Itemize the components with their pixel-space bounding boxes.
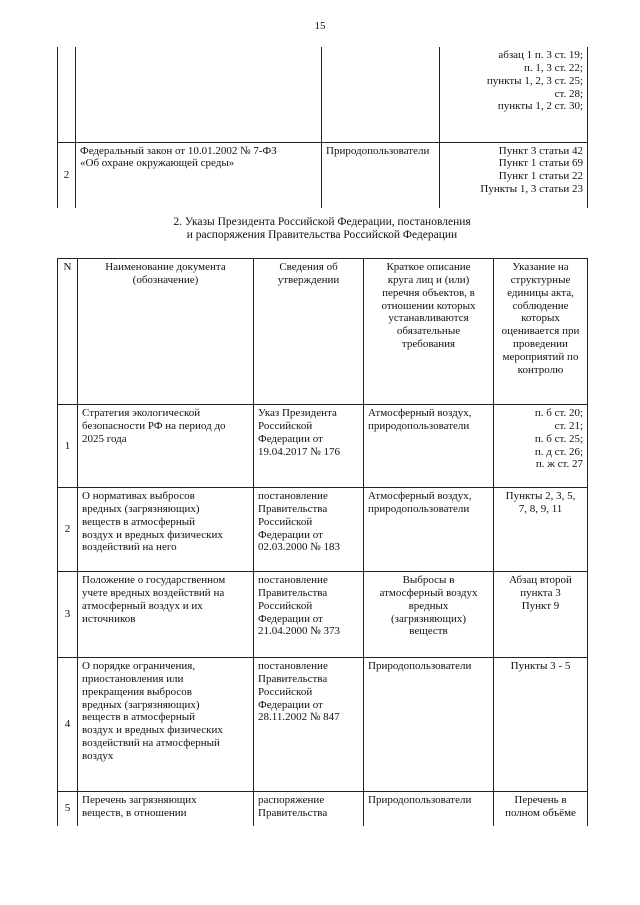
approval-info <box>254 488 364 572</box>
header-document-name <box>78 259 254 405</box>
header-line: Указание на <box>512 261 569 273</box>
text-line: 28.11.2002 № 847 <box>258 711 340 724</box>
subject-description <box>364 405 494 488</box>
text-line: п. б ст. 20; <box>534 407 583 419</box>
text-line: Пункты 2, 3, 5, <box>505 490 576 502</box>
text-line: постановление <box>258 660 328 672</box>
text-line: Федерации от <box>258 698 323 711</box>
text-line: воздух <box>82 750 114 763</box>
text-line: веществ в атмосферный <box>82 711 196 724</box>
text-line: Российской <box>258 599 313 612</box>
text-line: прекращения выбросов <box>82 685 192 698</box>
text-line: Российской <box>258 685 313 698</box>
header-line: отношении которых <box>381 299 476 312</box>
subject-description <box>364 572 494 658</box>
structural-unit-line: Пункт 1 статьи 69 <box>498 157 583 170</box>
header-number: N <box>58 259 78 405</box>
header-structural-units <box>494 259 588 405</box>
subject-description: Природопользователи <box>322 142 440 208</box>
text-line: воздействий на него <box>82 541 177 554</box>
row-number: 2 <box>58 488 78 572</box>
header-line: устанавливаются <box>388 312 469 325</box>
header-line: мероприятий по <box>502 351 579 364</box>
text-line: Природопользователи <box>368 794 472 806</box>
text-line: безопасности РФ на период до <box>82 419 226 432</box>
structural-unit-line: п. 1, 3 ст. 22; <box>523 61 583 74</box>
structural-units <box>494 572 588 658</box>
text-line: распоряжение <box>258 794 325 806</box>
document-name <box>78 658 254 792</box>
header-line: Наименование документа <box>105 261 226 273</box>
subject-description <box>364 488 494 572</box>
structural-units <box>494 792 588 826</box>
approval-info <box>254 792 364 826</box>
table-row <box>58 572 588 658</box>
structural-units <box>440 47 588 142</box>
text-line: природопользователи <box>368 502 470 515</box>
structural-unit-line: Пункт 3 статьи 42 <box>498 144 583 157</box>
row-number: 3 <box>58 572 78 658</box>
text-line: Перечень в <box>514 794 567 806</box>
row-number: 4 <box>58 658 78 792</box>
text-line: 2025 года <box>82 432 127 445</box>
text-line: п. д ст. 26; <box>534 445 583 458</box>
text-line: полном объёме <box>505 806 576 819</box>
structural-units <box>494 658 588 792</box>
text-line: Абзац второй <box>509 574 572 586</box>
structural-units <box>494 405 588 488</box>
header-line: структурные <box>510 273 571 286</box>
structural-unit-line: пункты 1, 2 ст. 30; <box>497 100 583 113</box>
table-row <box>58 142 588 208</box>
text-line: Федерации от <box>258 528 323 541</box>
header-line: Сведения об <box>279 261 338 273</box>
text-line: веществ, в отношении <box>82 806 187 819</box>
table-row <box>58 658 588 792</box>
text-line: ст. 21; <box>554 419 583 432</box>
text-line: Природопользователи <box>368 660 472 672</box>
text-line: Федерации от <box>258 612 323 625</box>
header-line: круга лиц и (или) <box>387 273 470 286</box>
table-federal-laws-continued <box>57 47 588 208</box>
structural-unit-line: пункты 1, 2, 3 ст. 25; <box>486 74 583 87</box>
header-line: проведении <box>513 338 568 351</box>
header-line: утверждении <box>277 273 340 286</box>
text-line: воздух и вредных физических <box>82 724 223 737</box>
header-line: соблюдение <box>512 299 569 312</box>
document-name-line: «Об охране окружающей среды» <box>80 157 235 170</box>
text-line: 7, 8, 9, 11 <box>518 502 563 515</box>
subject-description <box>364 658 494 792</box>
row-number: 1 <box>58 405 78 488</box>
text-line: воздействий на атмосферный <box>82 737 220 750</box>
text-line: веществ <box>409 625 448 638</box>
text-line: пункта 3 <box>520 586 561 599</box>
header-line: Краткое описание <box>386 261 471 273</box>
text-line: 02.03.2000 № 183 <box>258 541 340 554</box>
text-line: постановление <box>258 490 328 502</box>
text-line: Положение о государственном <box>82 574 226 586</box>
subject-description <box>364 792 494 826</box>
page-number: 15 <box>314 20 326 32</box>
document-name <box>76 47 322 142</box>
text-line: вредных (загрязняющих) <box>82 502 200 515</box>
document-name <box>78 405 254 488</box>
table-row <box>58 488 588 572</box>
structural-unit-line: Пункт 1 статьи 22 <box>498 170 583 183</box>
header-line: оценивается при <box>501 325 580 338</box>
text-line: О нормативах выбросов <box>82 490 195 502</box>
text-line: п. б ст. 25; <box>534 432 583 445</box>
table-decrees-resolutions <box>57 258 588 826</box>
table-row <box>58 792 588 826</box>
header-line: требования <box>401 338 456 351</box>
approval-info <box>254 405 364 488</box>
row-number: 2 <box>58 142 76 208</box>
header-line: контролю <box>517 363 564 376</box>
structural-units <box>494 488 588 572</box>
structural-units <box>440 142 588 208</box>
section-title <box>57 216 587 243</box>
text-line: Правительства <box>258 806 328 819</box>
text-line: Пункт 9 <box>521 599 560 612</box>
text-line: Правительства <box>258 672 328 685</box>
approval-info <box>254 658 364 792</box>
text-line: п. ж ст. 27 <box>535 458 583 471</box>
document-name <box>76 142 322 208</box>
text-line: атмосферный воздух и их <box>82 599 203 612</box>
text-line: О порядке ограничения, <box>82 660 196 672</box>
row-number <box>58 47 76 142</box>
text-line: Атмосферный воздух, <box>368 490 472 502</box>
header-approval <box>254 259 364 405</box>
structural-unit-line: Пункты 1, 3 статьи 23 <box>480 183 583 196</box>
text-line: атмосферный воздух <box>379 586 478 599</box>
text-line: Атмосферный воздух, <box>368 407 472 419</box>
document-name <box>78 792 254 826</box>
structural-unit-line: абзац 1 п. 3 ст. 19; <box>498 49 583 61</box>
text-line: Указ Президента <box>258 407 337 419</box>
text-line: веществ в атмосферный <box>82 515 196 528</box>
table-header-row <box>58 259 588 405</box>
header-line: (обозначение) <box>132 273 199 286</box>
text-line: источников <box>82 612 136 625</box>
text-line: 21.04.2000 № 373 <box>258 625 340 638</box>
text-line: Стратегия экологической <box>82 407 201 419</box>
approval-info <box>254 572 364 658</box>
table-row <box>58 405 588 488</box>
table-row <box>58 47 588 142</box>
text-line: Перечень загрязняющих <box>82 794 197 806</box>
text-line: приостановления или <box>82 672 184 685</box>
document-name <box>78 488 254 572</box>
text-line: природопользователи <box>368 419 470 432</box>
text-line: постановление <box>258 574 328 586</box>
document-name <box>78 572 254 658</box>
text-line: Выбросы в <box>402 574 455 586</box>
text-line: учете вредных воздействий на <box>82 586 225 599</box>
section-title-line: 2. Указы Президента Российской Федерации, постановления <box>173 216 471 228</box>
header-line: обязательные <box>396 325 461 338</box>
document-name-line: Федеральный закон от 10.01.2002 № 7-ФЗ <box>80 144 277 157</box>
header-description <box>364 259 494 405</box>
text-line: Правительства <box>258 586 328 599</box>
text-line: Федерации от <box>258 432 323 445</box>
section-title-line: и распоряжения Правительства Российской Федерации <box>186 229 458 242</box>
row-number: 5 <box>58 792 78 826</box>
header-line: единицы акта, <box>507 286 574 299</box>
text-line: Российской <box>258 419 313 432</box>
text-line: вредных (загрязняющих) <box>82 698 200 711</box>
header-line: которых <box>521 312 560 325</box>
text-line: Российской <box>258 515 313 528</box>
text-line: 19.04.2017 № 176 <box>258 445 340 458</box>
structural-unit-line: ст. 28; <box>554 87 583 100</box>
text-line: (загрязняющих) <box>391 612 466 625</box>
text-line: Правительства <box>258 502 328 515</box>
text-line: вредных <box>408 599 449 612</box>
subject-description <box>322 47 440 142</box>
header-line: перечня объектов, в <box>382 286 475 299</box>
text-line: воздух и вредных физических <box>82 528 223 541</box>
text-line: Пункты 3 - 5 <box>510 660 571 672</box>
